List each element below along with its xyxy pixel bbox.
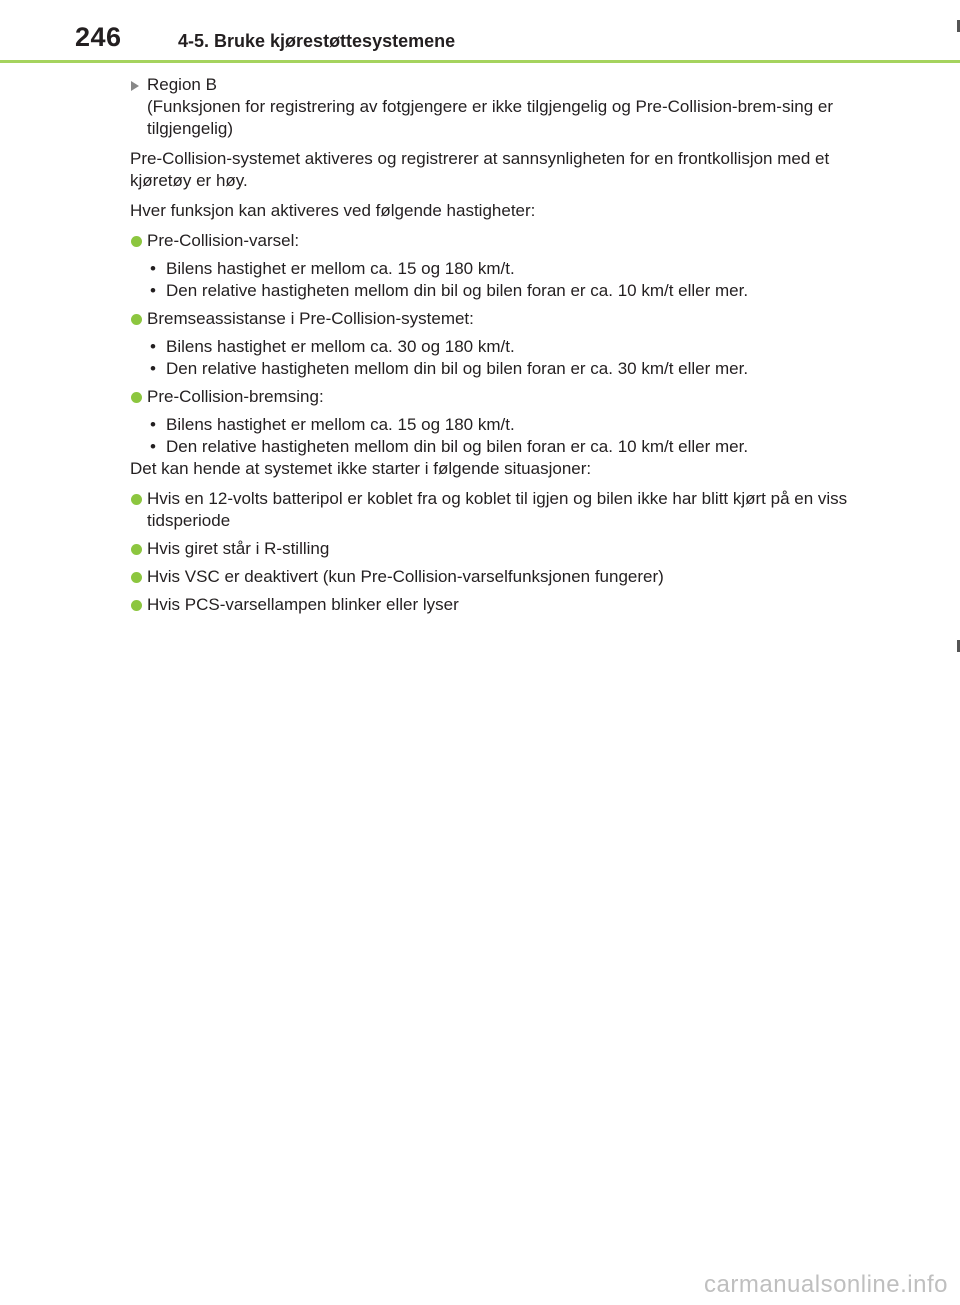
situation-text: Hvis giret står i R-stilling [147,539,330,558]
green-dot-icon [131,544,142,555]
bullet-dot-icon: • [150,259,156,278]
condition-item: • Bilens hastighet er mellom ca. 15 og 180 km/t. [150,415,515,434]
intro-paragraph: Pre-Collision-systemet aktiveres og registrerer at sannsynligheten for en frontkollisjon med et kjøretøy er høy. [130,149,830,190]
function-title: Pre-Collision-varsel: [147,231,300,250]
bullet-dot-icon: • [150,415,156,434]
situation-text: Hvis en 12-volts batteripol er koblet fra og koblet til igjen og bilen ikke har blitt kjørt på en viss tidsperiode [147,489,848,530]
situation-item [130,566,850,588]
region-label: Region B [147,75,217,94]
bullet-dot-icon: • [150,281,156,300]
page-header [0,0,960,62]
region-item [130,74,850,140]
green-dot-icon [131,572,142,583]
condition-item: • Den relative hastigheten mellom din bil og bilen foran er ca. 10 km/t eller mer. [150,437,749,456]
watermark: carmanualsonline.info [704,1271,948,1298]
condition-item: • Bilens hastighet er mellom ca. 15 og 180 km/t. [150,259,515,278]
green-dot-icon [131,494,142,505]
header-rule [0,60,960,63]
function-title: Bremseassistanse i Pre-Collision-systemet: [147,309,474,328]
function-title: Pre-Collision-bremsing: [147,387,324,406]
bullet-dot-icon: • [150,337,156,356]
function-item [130,230,850,252]
green-dot-icon [131,236,142,247]
intro-paragraph: Hver funksjon kan aktiveres ved følgende hastigheter: [130,201,536,220]
situation-item [130,538,850,560]
green-dot-icon [131,392,142,403]
situation-item [130,594,850,616]
green-dot-icon [131,600,142,611]
condition-item: • Den relative hastigheten mellom din bil og bilen foran er ca. 30 km/t eller mer. [150,359,749,378]
situations-intro: Det kan hende at systemet ikke starter i følgende situasjoner: [130,459,592,478]
condition-item: • Bilens hastighet er mellom ca. 30 og 180 km/t. [150,337,515,356]
situation-text: Hvis PCS-varsellampen blinker eller lyser [147,595,459,614]
page-number: 246 [75,22,122,52]
function-item [130,386,850,408]
situation-text: Hvis VSC er deaktivert (kun Pre-Collision-varselfunksjonen fungerer) [147,567,664,586]
region-note: (Funksjonen for registrering av fotgjengere er ikke tilgjengelig og Pre-Collision-brem-sing er tilgjengelig) [147,97,833,138]
green-dot-icon [131,314,142,325]
function-item [130,308,850,330]
triangle-bullet-icon [131,81,139,91]
condition-item: • Den relative hastigheten mellom din bil og bilen foran er ca. 10 km/t eller mer. [150,281,749,300]
situation-item [130,488,850,532]
page-content [130,74,850,622]
bullet-dot-icon: • [150,359,156,378]
condition-list [130,258,850,302]
bullet-dot-icon: • [150,437,156,456]
section-title: 4-5. Bruke kjørestøttesystemene [178,31,456,51]
condition-list [130,336,850,380]
condition-list [130,414,850,458]
